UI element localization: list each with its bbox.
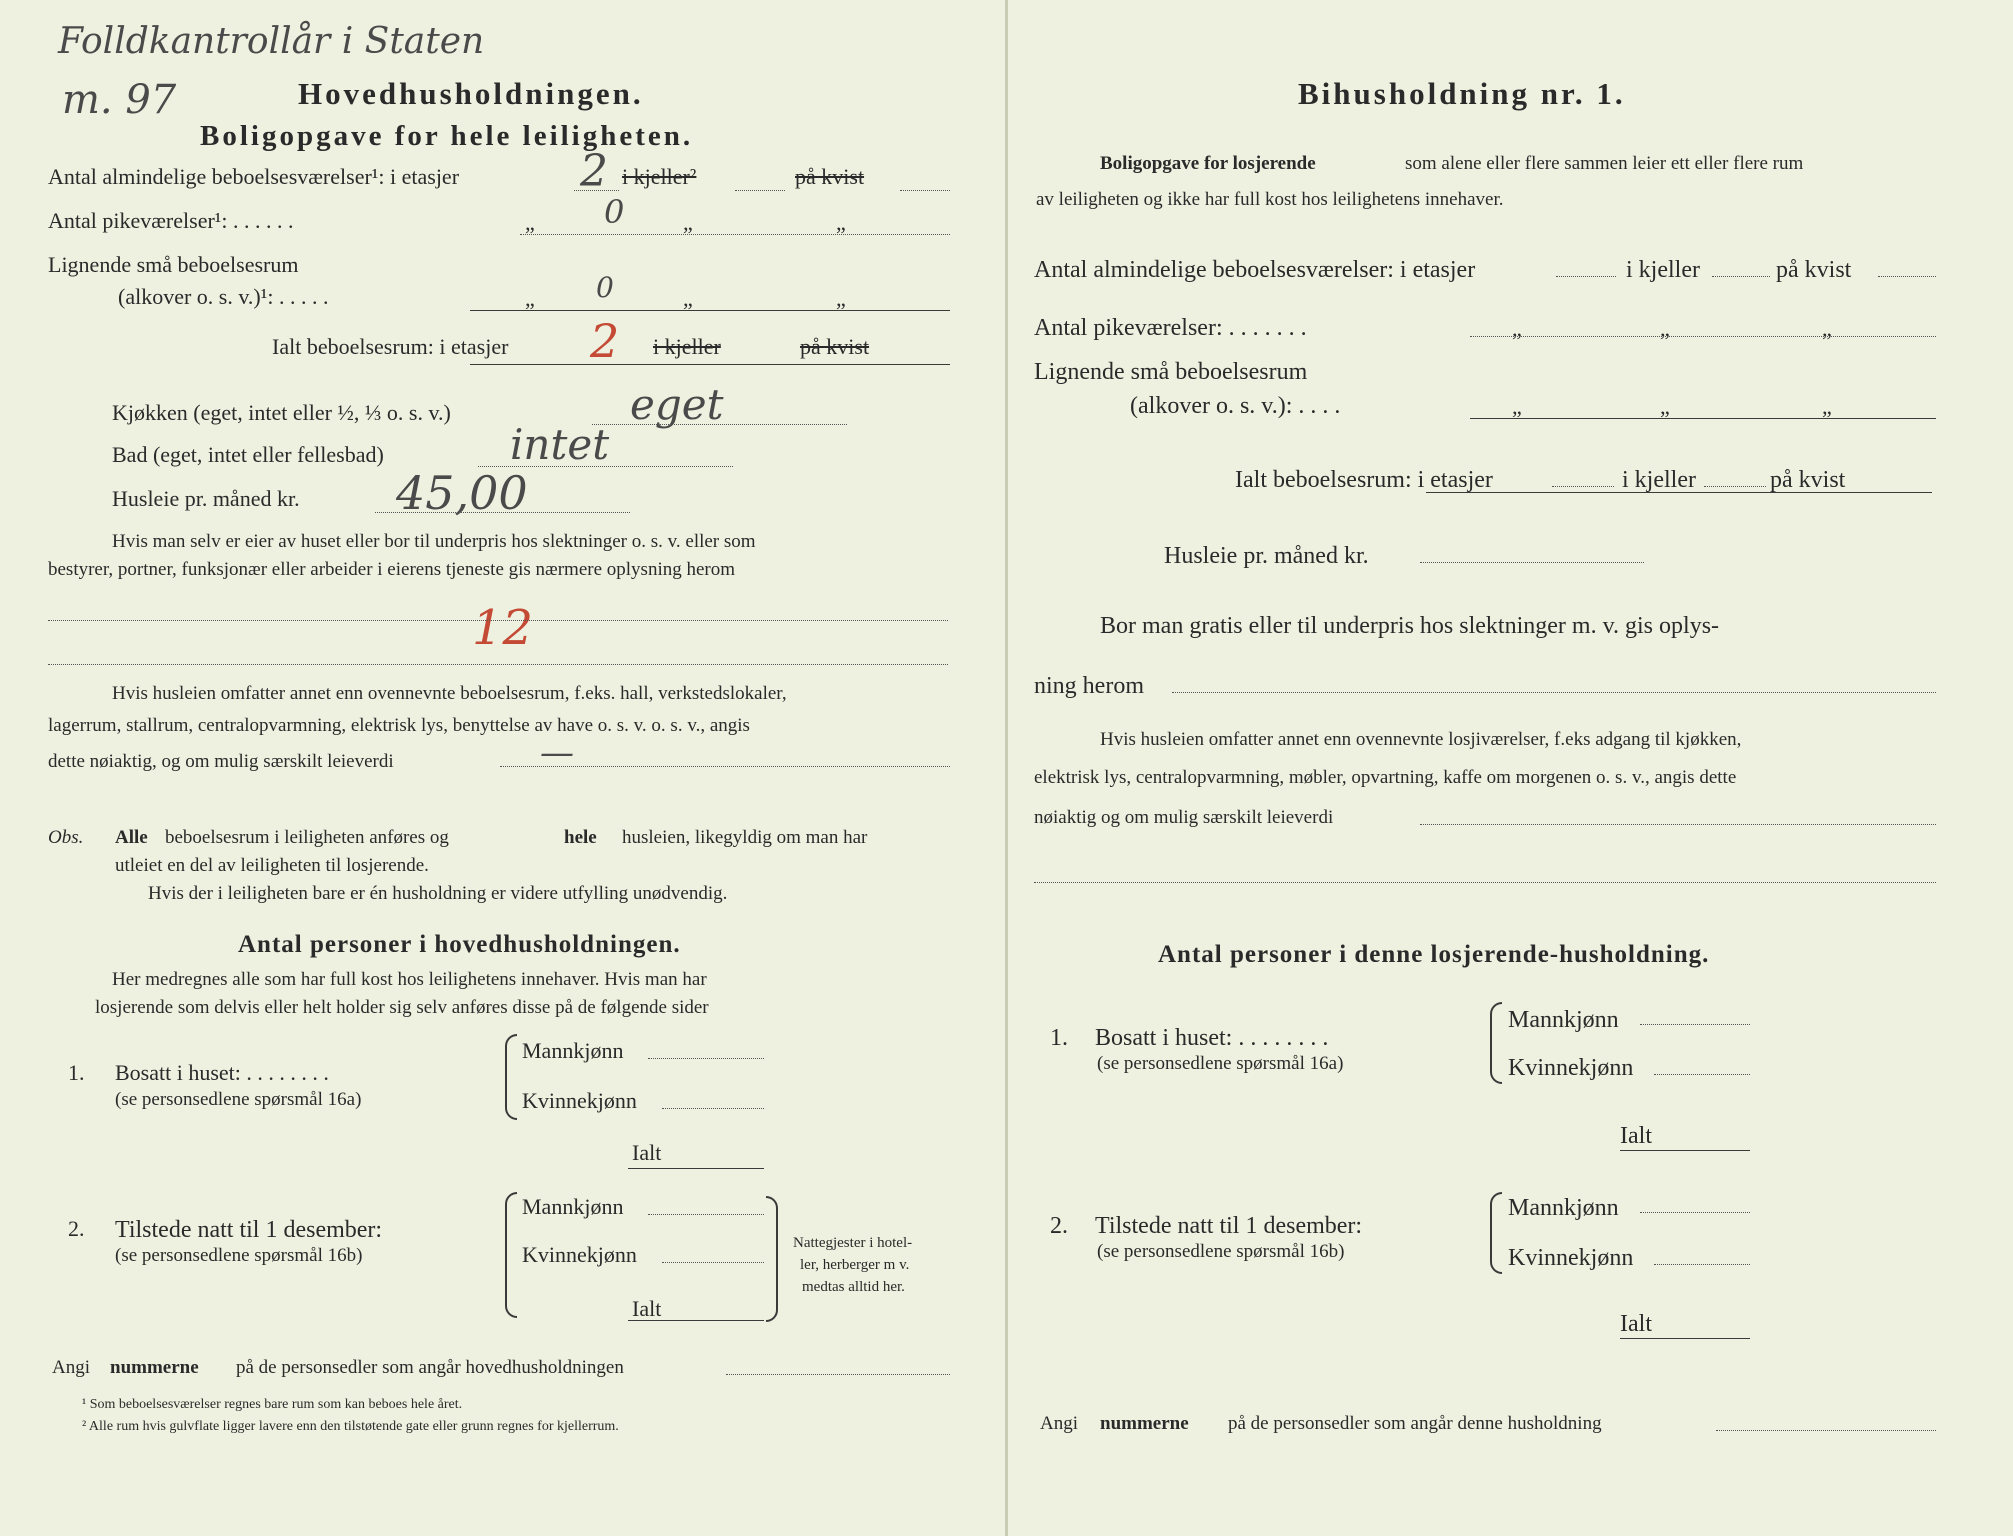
right-total-line (1426, 492, 1932, 493)
owner-note-value: 12 (472, 600, 534, 656)
right-q1-female-label: Kvinnekjønn (1508, 1055, 1634, 1081)
right-q1-label: Bosatt i huset: . . . . . . . . (1095, 1025, 1329, 1051)
kitchen-value: eget (630, 380, 724, 429)
right-q1-male-label: Mannkjønn (1508, 1007, 1619, 1033)
footnote-2: ² Alle rum hvis gulvflate ligger lavere enn den tilstøtende gate eller grunn regnes for kjellerrum. (82, 1419, 619, 1434)
left-q2-sub: (se personsedlene spørsmål 16b) (115, 1245, 363, 1266)
left-q2-right-brace (766, 1196, 778, 1322)
owner-line-2 (48, 664, 948, 665)
right-q2-total-line (1620, 1338, 1750, 1339)
left-q2-brace (505, 1192, 517, 1318)
right-q1-total-line (1620, 1150, 1750, 1151)
incl-value: — (540, 733, 574, 773)
right-rooms-kjeller: i kjeller (1626, 257, 1700, 283)
right-small-label-2: (alkover o. s. v.): . . . . (1130, 393, 1341, 419)
left-q1-total-line (628, 1168, 764, 1169)
left-q1-number: 1. (68, 1060, 85, 1085)
right-incl-3: nøiaktig og om mulig særskilt leieverdi (1034, 807, 1334, 828)
right-persons-title: Antal personer i denne losjerende-husholdning. (1158, 941, 1710, 968)
obs-text-4: Hvis der i leiligheten bare er én husholdning er videre utfylling unødvendig. (148, 883, 728, 904)
small-rooms-line (470, 310, 950, 311)
right-angi-3: på de personsedler som angår denne husholdning (1228, 1413, 1602, 1434)
left-q2-total-label: Ialt (632, 1296, 662, 1321)
right-maid-ditto-3: „ (1822, 316, 1832, 341)
owner-text-1: Hvis man selv er eier av huset eller bor til underpris hos slektninger o. s. v. eller som (112, 531, 756, 552)
rent-label: Husleie pr. måned kr. (112, 486, 300, 511)
kitchen-label: Kjøkken (eget, intet eller ½, ⅓ o. s. v.) (112, 400, 451, 425)
right-small-ditto-2: „ (1660, 394, 1670, 419)
small-rooms-label-1: Lignende små beboelsesrum (48, 252, 299, 277)
small-ditto-2: „ (683, 286, 693, 311)
obs-text-3: utleiet en del av leiligheten til losjerende. (115, 855, 429, 876)
obs-text-1: beboelsesrum i leiligheten anføres og (165, 827, 449, 848)
right-incl-line-2 (1034, 882, 1936, 883)
bath-label: Bad (eget, intet eller fellesbad) (112, 442, 384, 467)
rooms-kvist-line (900, 190, 950, 191)
right-q1-number: 1. (1050, 1025, 1068, 1051)
rent-value: 45,00 (396, 466, 528, 520)
left-q1-brace (505, 1034, 517, 1120)
right-rooms-kvist: på kvist (1776, 257, 1852, 283)
right-title: Bihusholdning nr. 1. (1298, 76, 1626, 111)
incl-text-2: lagerrum, stallrum, centralopvarmning, elektrisk lys, benyttelse av have o. s. v. o. s. v., angis (48, 715, 750, 736)
right-rent-label: Husleie pr. måned kr. (1164, 543, 1369, 569)
right-rooms-floors-line (1556, 276, 1616, 277)
rooms-floors-line (574, 190, 619, 191)
right-angi-1: Angi (1040, 1413, 1078, 1434)
left-angi-1: Angi (52, 1357, 90, 1378)
right-q1-brace (1490, 1002, 1502, 1084)
obs-label: Obs. (48, 827, 84, 848)
left-q1-label: Bosatt i huset: . . . . . . . . (115, 1060, 329, 1085)
small-ditto-3: „ (836, 286, 846, 311)
night-guests-3: medtas alltid her. (802, 1279, 905, 1295)
right-q2-male-label: Mannkjønn (1508, 1195, 1619, 1221)
left-title: Hovedhusholdningen. (298, 76, 644, 111)
kitchen-line (592, 424, 847, 425)
right-small-line (1470, 418, 1936, 419)
bath-value: intet (510, 420, 610, 469)
left-q2-number: 2. (68, 1216, 85, 1241)
left-q2-female-line (662, 1262, 764, 1263)
obs-alle: Alle (115, 827, 148, 848)
right-maid-ditto-1: „ (1512, 316, 1522, 341)
maid-ditto-2: „ (683, 210, 693, 235)
right-rooms-label: Antal almindelige beboelsesværelser: i etasjer (1034, 257, 1476, 283)
right-small-ditto-1: „ (1512, 394, 1522, 419)
maid-ditto-1: „ (525, 210, 535, 235)
left-angi-2: nummerne (110, 1357, 199, 1378)
obs-hele: hele (564, 827, 597, 848)
right-incl-2: elektrisk lys, centralopvarmning, møbler, opvartning, kaffe om morgenen o. s. v., angis dette (1034, 767, 1737, 788)
right-total-kjeller: i kjeller (1622, 467, 1696, 493)
total-rooms-line (470, 364, 950, 365)
right-q1-female-line (1654, 1074, 1750, 1075)
persons-text-1: Her medregnes alle som har full kost hos leilighetens innehaver. Hvis man har (112, 969, 707, 990)
right-small-ditto-3: „ (1822, 394, 1832, 419)
right-total-kvist: på kvist (1770, 467, 1846, 493)
right-total-label: Ialt beboelsesrum: i etasjer (1235, 467, 1493, 493)
left-q2-label: Tilstede natt til 1 desember: (115, 1217, 383, 1243)
right-q2-total-label: Ialt (1620, 1311, 1652, 1337)
right-q2-label: Tilstede natt til 1 desember: (1095, 1213, 1363, 1239)
small-rooms-label-2: (alkover o. s. v.)¹: . . . . . (118, 284, 329, 309)
total-rooms-label: Ialt beboelsesrum: i etasjer (272, 334, 509, 359)
right-q2-female-label: Kvinnekjønn (1508, 1245, 1634, 1271)
right-free-1: Bor man gratis eller til underpris hos slektninger m. v. gis oplys- (1100, 613, 1720, 639)
left-persons-title: Antal personer i hovedhusholdningen. (238, 931, 681, 958)
right-total-kjeller-line (1704, 486, 1766, 487)
rooms-row-label: Antal almindelige beboelsesværelser¹: i etasjer (48, 164, 460, 189)
maid-row-label: Antal pikeværelser¹: . . . . . . (48, 208, 294, 233)
handwritten-corner-number: m. 97 (62, 77, 177, 123)
right-maid-line (1470, 336, 1936, 337)
right-q2-sub: (se personsedlene spørsmål 16b) (1097, 1241, 1345, 1262)
owner-line-1 (48, 620, 948, 621)
left-q1-female-line (662, 1108, 764, 1109)
right-q1-total-label: Ialt (1620, 1123, 1652, 1149)
right-q2-male-line (1640, 1212, 1750, 1213)
right-angi-line (1716, 1430, 1936, 1431)
incl-line (500, 766, 950, 767)
rooms-floors-value: 2 (580, 146, 608, 197)
left-q1-female-label: Kvinnekjønn (522, 1088, 637, 1113)
right-free-line (1172, 692, 1936, 693)
total-kvist-label: på kvist (800, 334, 870, 359)
right-angi-2: nummerne (1100, 1413, 1189, 1434)
right-maid-ditto-2: „ (1660, 316, 1670, 341)
right-rooms-kvist-line (1878, 276, 1936, 277)
right-q1-male-line (1640, 1024, 1750, 1025)
right-incl-1: Hvis husleien omfatter annet enn ovennevnte losjiværelser, f.eks adgang til kjøkken, (1100, 729, 1742, 750)
right-intro-bold: Boligopgave for losjerende (1100, 153, 1316, 174)
right-q1-sub: (se personsedlene spørsmål 16a) (1097, 1053, 1344, 1074)
right-intro-1: som alene eller flere sammen leier ett eller flere rum (1405, 153, 1804, 174)
right-rent-line (1420, 562, 1644, 563)
obs-text-2: husleien, likegyldig om man har (622, 827, 868, 848)
small-ditto-1: „ (525, 286, 535, 311)
handwritten-corner-note: Folldkantrollår i Staten (58, 21, 485, 62)
left-subtitle: Boligopgave for hele leiligheten. (200, 120, 694, 152)
small-rooms-value: 0 (596, 271, 614, 304)
incl-text-3: dette nøiaktig, og om mulig særskilt leieverdi (48, 751, 394, 772)
page-fold (1005, 0, 1008, 1536)
rooms-kjeller-label: i kjeller² (622, 164, 697, 189)
right-small-label-1: Lignende små beboelsesrum (1034, 359, 1308, 385)
maid-line (520, 234, 950, 235)
rent-line (375, 512, 630, 513)
right-q2-female-line (1654, 1264, 1750, 1265)
right-intro-2: av leiligheten og ikke har full kost hos leilighetens innehaver. (1036, 189, 1504, 210)
footnote-1: ¹ Som beboelsesværelser regnes bare rum som kan beboes hele året. (82, 1397, 463, 1412)
left-angi-line (726, 1374, 950, 1375)
left-angi-3: på de personsedler som angår hovedhusholdningen (236, 1357, 624, 1378)
incl-text-1: Hvis husleien omfatter annet enn ovennevnte beboelsesrum, f.eks. hall, verkstedslokaler, (112, 683, 787, 704)
right-rooms-kjeller-line (1712, 276, 1770, 277)
right-incl-line-1 (1420, 824, 1936, 825)
night-guests-2: ler, herberger m v. (800, 1257, 910, 1273)
maid-value: 0 (604, 193, 625, 231)
left-q2-male-label: Mannkjønn (522, 1194, 624, 1219)
total-kjeller-label: i kjeller (653, 334, 721, 359)
right-free-2: ning herom (1034, 673, 1144, 699)
left-q2-total-line (628, 1320, 764, 1321)
right-total-floors-line (1552, 486, 1614, 487)
total-floors-value: 2 (590, 314, 620, 368)
left-q1-total-label: Ialt (632, 1140, 662, 1165)
left-q1-male-label: Mannkjønn (522, 1038, 624, 1063)
night-guests-1: Nattegjester i hotel- (793, 1235, 913, 1251)
persons-text-2: losjerende som delvis eller helt holder sig selv anføres disse på de følgende sider (95, 997, 709, 1018)
rooms-kvist-label: på kvist (795, 164, 865, 189)
left-q2-female-label: Kvinnekjønn (522, 1242, 637, 1267)
right-maid-label: Antal pikeværelser: . . . . . . . (1034, 315, 1307, 341)
right-q2-number: 2. (1050, 1213, 1068, 1239)
owner-text-2: bestyrer, portner, funksjonær eller arbeider i eierens tjeneste gis nærmere oplysning herom (48, 559, 736, 580)
rooms-kjeller-line (735, 190, 785, 191)
maid-ditto-3: „ (836, 210, 846, 235)
left-q1-male-line (648, 1058, 764, 1059)
right-q2-brace (1490, 1192, 1502, 1274)
left-q2-male-line (648, 1214, 764, 1215)
left-q1-sub: (se personsedlene spørsmål 16a) (115, 1089, 362, 1110)
